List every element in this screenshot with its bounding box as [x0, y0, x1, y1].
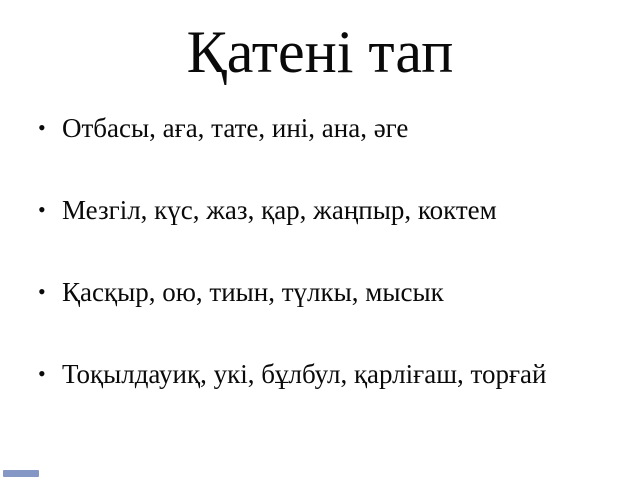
bullet-text: Мезгіл, күс, жаз, қар, жаңпыр, коктем	[62, 195, 497, 225]
corner-accent-bar	[3, 470, 39, 477]
bullet-icon: •	[38, 197, 46, 222]
bullet-icon: •	[38, 279, 46, 304]
bullet-list	[38, 114, 624, 442]
slide-title: Қатені тап	[186, 19, 454, 85]
bullet-icon: •	[38, 361, 46, 386]
bullet-text: Отбасы, аға, тате, ині, ана, әге	[62, 113, 409, 143]
bullet-text: Тоқылдауиқ, укі, бұлбул, қарліғаш, торғай	[62, 359, 547, 389]
list-item	[38, 278, 624, 306]
list-item	[38, 196, 624, 224]
list-item	[38, 360, 624, 388]
bullet-text: Қасқыр, ою, тиын, түлкы, мысык	[62, 277, 444, 307]
list-item	[38, 114, 624, 142]
bullet-icon: •	[38, 115, 46, 140]
